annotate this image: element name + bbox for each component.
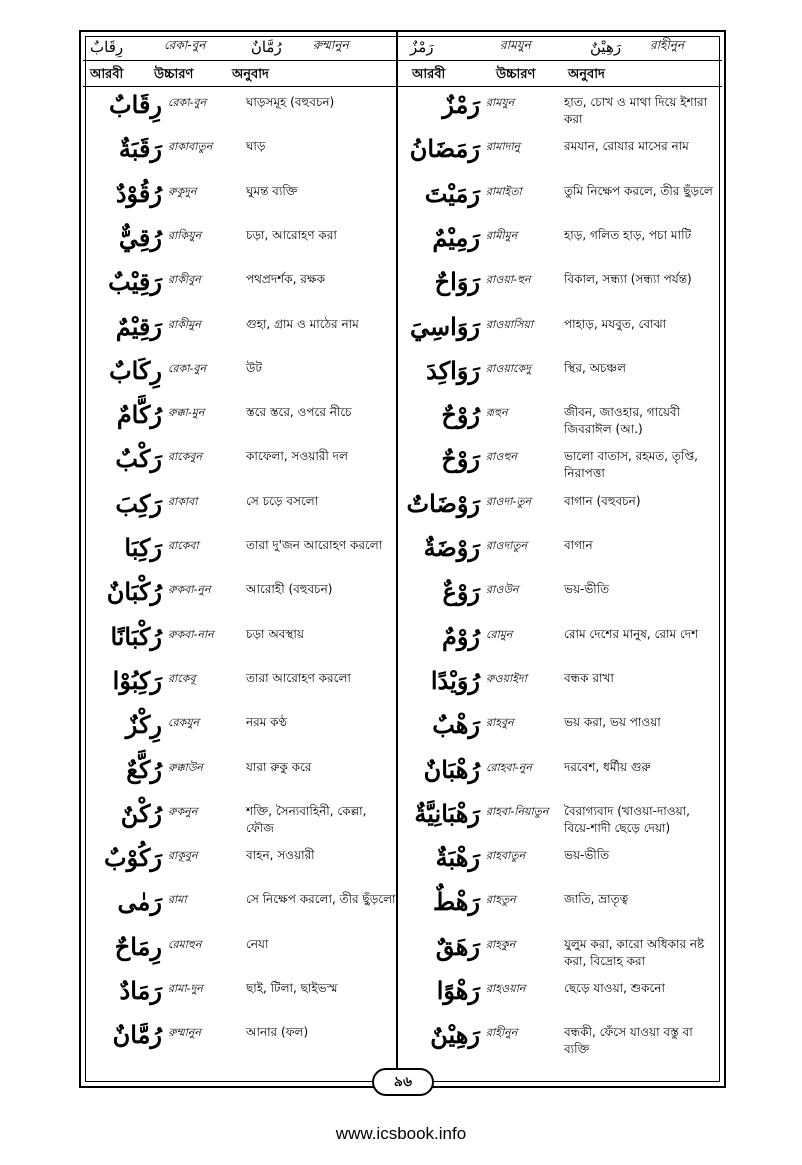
entry-arabic: رُكْنٌ [120, 798, 162, 828]
col-header-meaning: অনুবাদ [568, 66, 605, 82]
entry-row [84, 178, 399, 227]
running-header-left-last-arabic: رُمَّانٌ [250, 38, 282, 56]
entry-arabic: رَكِبُوْا [112, 665, 162, 695]
entry-pronunciation: রাকীমুন [168, 317, 201, 331]
entry-meaning: কাফেলা, সওয়ারী দল [246, 449, 348, 464]
entry-arabic: رُقُوْدٌ [115, 178, 162, 208]
entry-meaning: বিকাল, সন্ধ্যা (সন্ধ্যা পর্যন্ত) [564, 272, 692, 287]
entry-arabic: رِكَابٌ [109, 355, 162, 385]
entry-arabic: رَمِيْمٌ [432, 222, 480, 252]
entry-meaning: গুহা, গ্রাম ও মাঠের নাম [246, 316, 359, 331]
entry-meaning: যারা রুকু করে [246, 759, 312, 774]
running-header-right [410, 34, 720, 60]
running-header-right-first-pron: রামযুন [500, 38, 531, 52]
entry-meaning: বাগান [564, 538, 593, 552]
entry-meaning: রমযান, রোযার মাসের নাম [564, 139, 689, 154]
entry-pronunciation: রাওয়াকেদু [486, 361, 531, 375]
entry-row [402, 1022, 717, 1068]
entry-row [402, 978, 717, 1024]
entry-row [84, 889, 399, 935]
entry-pronunciation: রুকনুন [168, 804, 198, 818]
footer-url: www.icsbook.info [335, 1124, 467, 1143]
entry-pronunciation: রাকেবূ [168, 671, 196, 685]
entry-row [402, 931, 717, 980]
entry-pronunciation: রাকূবুন [168, 849, 198, 863]
entry-arabic: رُمَّانٌ [112, 1020, 162, 1050]
entry-meaning: পথপ্রদর্শক, রক্ষক [246, 272, 326, 287]
entry-arabic: رَهْبَةٌ [435, 843, 480, 873]
entry-row [84, 579, 399, 625]
entry-row [84, 402, 399, 448]
entry-meaning: আরোহী (বহুবচন) [246, 582, 333, 597]
entry-arabic: رُكْبَانًا [110, 621, 162, 651]
page-number: ৯৬ [372, 1068, 434, 1096]
column-headers-right [412, 64, 648, 86]
entry-pronunciation: রুকুদুন [168, 184, 197, 198]
entry-meaning: সে চড়ে বসলো [246, 493, 319, 508]
entry-row [402, 269, 717, 315]
entry-arabic: رُكَّامٌ [116, 400, 162, 430]
entry-pronunciation: রুক্কাউন [168, 760, 203, 774]
col-header-meaning: অনুবাদ [232, 66, 269, 82]
entry-arabic: رِمَاحٌ [114, 931, 162, 961]
entry-meaning: বন্ধকী, ফেঁসে যাওয়া বস্তু বা ব্যক্তি [564, 1025, 693, 1057]
entry-meaning: স্তরে স্তরে, ওপরে নীচে [246, 405, 352, 420]
entry-arabic: رُوَيْدًا [430, 665, 480, 695]
entry-pronunciation: রাহবা-নিয়াতুন [486, 804, 549, 818]
entry-row [402, 621, 717, 670]
entry-row [402, 136, 717, 182]
entry-arabic: رَهَقٌ [435, 931, 480, 961]
column-headers-left [90, 64, 312, 86]
entry-meaning: সে নিক্ষেপ করলো, তীর ছুঁড়লো [246, 892, 396, 907]
entry-row [84, 798, 399, 847]
entry-row [402, 754, 717, 803]
entry-pronunciation: রূহুন [486, 406, 508, 420]
entry-pronunciation: রাহবুন [486, 716, 514, 730]
entry-arabic: رُقِيٌّ [118, 222, 162, 252]
entry-row [402, 889, 717, 935]
entry-pronunciation: রেকযুন [168, 716, 200, 730]
entry-arabic: رَهْوًا [436, 976, 480, 1005]
entry-arabic: رِقَابٌ [109, 90, 162, 119]
entry-arabic: رُوْمٌ [441, 621, 480, 651]
entry-meaning: হাত, চোখ ও মাথা দিয়ে ইশারা করা [564, 95, 708, 126]
entry-pronunciation: রামীমুন [486, 228, 518, 242]
running-header-left-last-pron: রুম্মানুন [312, 38, 349, 52]
entry-pronunciation: রেকা-বুন [168, 96, 207, 109]
entry-row [84, 488, 399, 537]
entry-pronunciation: রাওদা-তুন [486, 494, 532, 508]
entry-row [402, 446, 717, 492]
entry-meaning: হাড়, গলিত হাড়, পচা মাটি [564, 227, 692, 242]
entry-pronunciation: রুম্মানুন [168, 1026, 201, 1040]
entry-pronunciation: রেমাহুন [168, 937, 202, 951]
entry-row [84, 269, 399, 315]
entry-arabic: رَقِيْمٌ [115, 311, 162, 341]
entry-pronunciation: রাওউন [486, 583, 519, 597]
header-rule-top [83, 60, 722, 61]
entry-meaning: তারা আরোহণ করলো [246, 670, 351, 685]
entry-meaning: তুমি নিক্ষেপ করলে, তীর ছুঁড়লে [564, 183, 713, 198]
entry-arabic: رَوْضَةٌ [423, 533, 480, 562]
entry-meaning: বৈরাগ্যবাদ (খাওয়া-দাওয়া, বিয়ে-শাদী ছেড়ে দেয়া) [564, 803, 690, 835]
entry-pronunciation: রামা-দুন [168, 982, 203, 995]
entry-row [402, 579, 717, 625]
running-header-left-first-arabic: رِقَابٌ [90, 38, 124, 56]
entry-arabic: رَمَيْتَ [424, 178, 480, 208]
entry-pronunciation: রাকাবা [168, 494, 198, 508]
entry-arabic: رَكْبٌ [115, 444, 162, 474]
entry-pronunciation: রুকবা-নুন [168, 583, 211, 597]
entry-pronunciation: রুক্কা-মুন [168, 406, 205, 420]
entry-pronunciation: রাহীনুন [486, 1026, 518, 1040]
entry-pronunciation: রাকীবুন [168, 273, 201, 287]
entry-row [84, 311, 399, 360]
entry-arabic: رَهْطٌ [432, 887, 480, 917]
entry-pronunciation: রুকবা-নান [168, 627, 214, 641]
entry-meaning: জাতি, ভ্রাতৃত্ব [564, 892, 629, 907]
entry-row [84, 712, 399, 758]
entry-pronunciation: রাওদাতুন [486, 539, 528, 552]
entry-pronunciation: রোমুন [486, 627, 513, 641]
entry-meaning: বাহন, সওয়ারী [246, 848, 315, 863]
entry-arabic: رَوَاكِدَ [426, 355, 480, 385]
running-header-right-last-arabic: رَهِيْنٌ [590, 38, 622, 56]
entry-arabic: رَمَادٌ [119, 976, 162, 1005]
entry-arabic: رُوْحٌ [441, 400, 480, 430]
entry-arabic: رَمْزٌ [442, 90, 480, 119]
entry-row [84, 978, 399, 1024]
entry-row [84, 621, 399, 670]
entry-pronunciation: রাওহুন [486, 450, 517, 464]
entry-row [84, 92, 399, 138]
entry-meaning: নেযা [246, 936, 269, 951]
entry-arabic: رَهِيْنٌ [430, 1020, 480, 1050]
entry-meaning: চড়া অবস্থায় [246, 626, 304, 641]
entry-row [402, 402, 717, 448]
entry-row [402, 712, 717, 758]
entry-meaning: ভয় করা, ভয় পাওয়া [564, 715, 661, 730]
entry-meaning: পাহাড়, মযবুত, বোঝা [564, 316, 667, 331]
entry-meaning: বন্ধক রাখা [564, 670, 614, 685]
entry-row [84, 535, 399, 581]
entry-meaning: শক্তি, সৈন্যবাহিনী, কেল্লা, ফৌজ [246, 803, 367, 835]
entry-meaning: ঘুমন্ত ব্যক্তি [246, 183, 298, 198]
entry-arabic: رَمَضَانُ [409, 134, 480, 164]
entry-row [402, 92, 717, 138]
entry-row [402, 355, 717, 404]
running-header-left-first-pron: রেকা-বুন [163, 38, 206, 52]
entry-pronunciation: রেকা-বুন [168, 361, 207, 375]
entry-arabic: رَقَبَةٌ [118, 134, 162, 164]
entry-arabic: رَوَاحٌ [434, 267, 480, 297]
entry-pronunciation: রামযুন [486, 96, 515, 109]
entry-pronunciation: রাহকুন [486, 937, 516, 951]
entry-arabic: رَوْضَاتٌ [406, 488, 480, 518]
entry-pronunciation: রাহওয়ান [486, 982, 526, 995]
col-header-arabic: আরবী [412, 66, 446, 82]
entry-arabic: رُهْبَانٌ [423, 754, 480, 784]
entry-pronunciation: রাওয়া-হুন [486, 273, 531, 287]
entry-pronunciation: রাকেবা [168, 539, 199, 552]
entry-meaning: দরবেশ, ধর্মীয় গুরু [564, 759, 651, 774]
entry-row [84, 845, 399, 891]
entry-meaning: নরম কণ্ঠ [246, 715, 287, 730]
entry-pronunciation: রামাদানু [486, 140, 521, 154]
entry-row [402, 488, 717, 537]
entry-meaning: বাগান (বহুবচন) [564, 493, 641, 508]
entry-row [84, 1022, 399, 1068]
entry-meaning: আনার (ফল) [246, 1025, 309, 1040]
entry-row [84, 355, 399, 404]
entry-pronunciation: রাকেবুন [168, 450, 203, 464]
entry-row [402, 535, 717, 581]
entry-meaning: জীবন, জাওহার, গায়েবী জিবরাঈল (আ.) [564, 405, 681, 437]
entry-row [402, 311, 717, 360]
entry-pronunciation: রাহবাতুন [486, 849, 526, 863]
entry-pronunciation: রাকাবাতুন [168, 140, 213, 154]
entry-arabic: رَكِبَ [115, 488, 162, 518]
entry-meaning: ছেড়ে যাওয়া, শুকনো [564, 981, 665, 995]
entry-pronunciation: রাওয়াসিয়া [486, 317, 534, 331]
entry-row [402, 222, 717, 271]
entry-row [402, 798, 717, 847]
entry-pronunciation: রাহতুন [486, 893, 516, 907]
running-header-right-last-pron: রাহীনুন [650, 38, 685, 52]
entry-arabic: رَوْعٌ [442, 577, 480, 607]
entry-arabic: رَهْبَانِيَّةٌ [414, 798, 480, 828]
header-rule-bottom [83, 86, 722, 87]
entry-meaning: ছাই, টিলা, ছাইভস্ম [246, 981, 338, 995]
entry-meaning: ভালো বাতাস, রহমত, তৃপ্তি, নিরাপত্তা [564, 449, 698, 481]
entry-pronunciation: রামাইতা [486, 184, 522, 198]
entry-arabic: رُكْبَانٌ [106, 577, 162, 607]
entry-meaning: তারা দু'জন আরোহণ করলো [246, 538, 383, 552]
entry-arabic: رَوْحٌ [441, 444, 480, 474]
entry-arabic: رَكُوْبٌ [103, 843, 162, 873]
entry-row [84, 754, 399, 803]
col-header-pronunciation: উচ্চারণ [496, 66, 536, 82]
entry-arabic: رَكِبَا [124, 533, 162, 562]
running-header-left [90, 34, 390, 60]
entry-row [402, 665, 717, 714]
entry-meaning: ভয়-ভীতি [564, 582, 610, 597]
entry-meaning: চড়া, আরোহণ করা [246, 227, 337, 242]
entry-row [84, 446, 399, 492]
running-header-right-first-arabic: رَمْزٌ [410, 38, 434, 56]
entry-meaning: ঘাড়সমূহ (বহুবচন) [246, 95, 335, 109]
entry-row [84, 136, 399, 182]
entry-row [84, 931, 399, 980]
entry-arabic: رَمٰى [117, 887, 162, 917]
col-header-pronunciation: উচ্চারণ [154, 66, 194, 82]
entry-meaning: স্থির, অচঞ্চল [564, 360, 626, 375]
entry-arabic: رُكَّعٌ [126, 754, 162, 784]
entry-row [84, 222, 399, 271]
entry-arabic: رَهْبٌ [432, 710, 480, 740]
entry-meaning: ঘাড় [246, 139, 266, 154]
entry-arabic: رَقِيْبٌ [108, 267, 162, 297]
entry-meaning: উট [246, 360, 262, 375]
entry-row [402, 178, 717, 227]
entry-arabic: رَوَاسِيَ [410, 311, 480, 341]
entry-meaning: ভয়-ভীতি [564, 848, 610, 863]
entry-row [84, 665, 399, 714]
entry-pronunciation: রুওয়াইদা [486, 671, 527, 685]
col-header-arabic: আরবী [90, 66, 124, 82]
entry-meaning: রোম দেশের মানুষ, রোম দেশ [564, 626, 699, 641]
entry-row [402, 845, 717, 891]
entry-pronunciation: রাকিয়ুন [168, 228, 202, 242]
entry-pronunciation: রামা [168, 893, 187, 907]
entry-arabic: رِكْزٌ [125, 710, 162, 740]
entry-pronunciation: রোহবা-নুন [486, 760, 532, 774]
entry-meaning: যুলুম করা, কারো অধিকার নষ্ট করা, বিদ্রোহ করা [564, 936, 705, 968]
